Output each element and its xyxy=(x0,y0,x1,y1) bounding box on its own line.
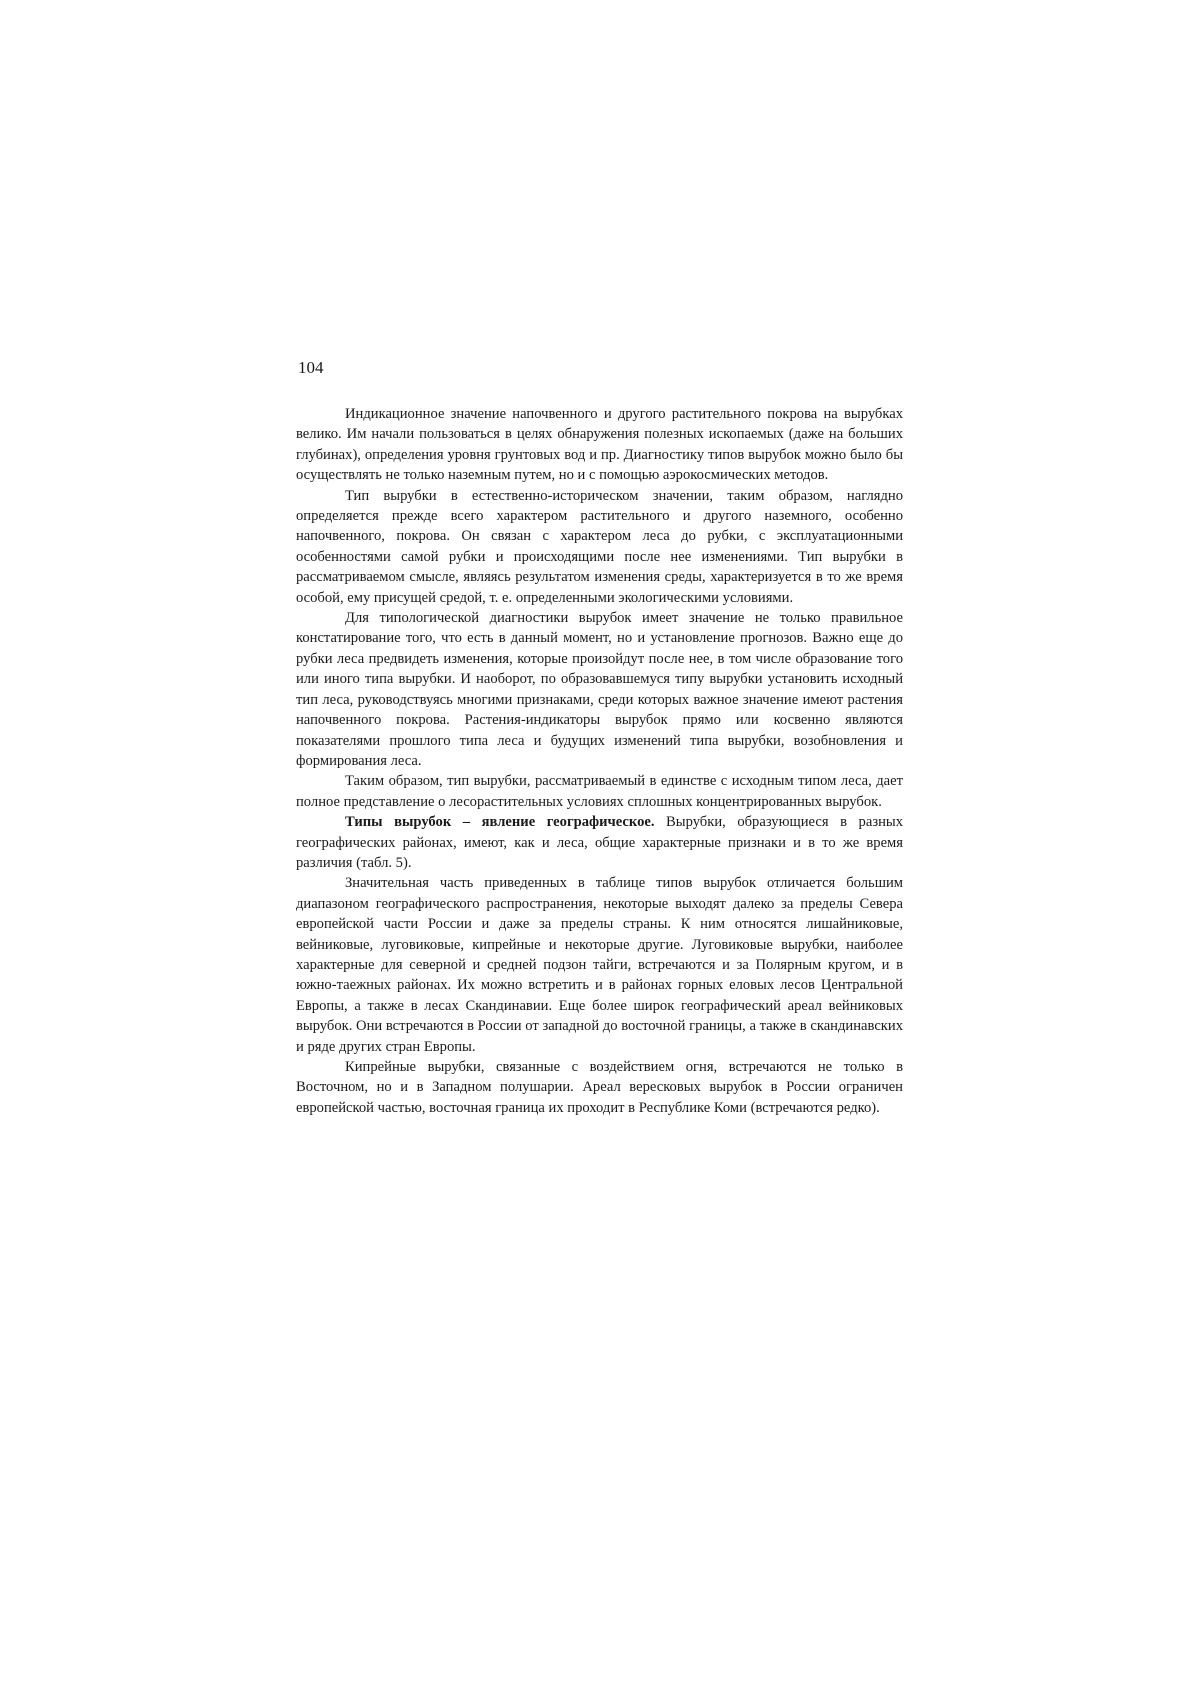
paragraph-3: Для типологической диагностики вырубок имеет значение не только правильное констатирование того, что есть в данный момент, но и установление прогнозов. Важно еще до рубки леса предвидеть изменения, которые произойдут после нее, в том числе образование того или иного типа вырубки. И наоборот, по образовавшемуся типу вырубки установить исходный тип леса, руководствуясь многими признаками, среди которых важное значение имеют растения напочвенного покрова. Растения-индикаторы вырубок прямо или косвенно являются показателями прошлого типа леса и будущих изменений типа вырубки, возобновления и формирования леса. xyxy=(296,610,903,769)
paragraph-5-text: Вырубки, образующиеся в разных географических районах, имеют, как и леса, общие характерные признаки и в то же время различия (табл. 5). xyxy=(296,814,903,871)
paragraph-2: Тип вырубки в естественно-историческом значении, таким образом, наглядно определяется прежде всего характером растительного и другого наземного, особенно напочвенного, покрова. Он связан с характером леса до рубки, с эксплуатационными особенностями самой рубки и происходящими после нее изменениями. Тип вырубки в рассматриваемом смысле, являясь результатом изменения среды, характеризуется в то же время особой, ему присущей средой, т. е. определенными экологическими условиями. xyxy=(296,487,903,606)
paragraph-7: Кипрейные вырубки, связанные с воздействием огня, встречаются не только в Восточном, но и в Западном полушарии. Ареал вересковых вырубок в России ограничен европейской частью, восточная граница их проходит в Республике Коми (встречаются редко). xyxy=(296,1059,903,1116)
paragraph-1: Индикационное значение напочвенного и другого растительного покрова на вырубках велико. Им начали пользоваться в целях обнаружения полезных ископаемых (даже на больших глубинах), определения уровня грунтовых вод и пр. Диагностику типов вырубок можно было бы осуществлять не только наземным путем, но и с помощью аэрокосмических методов. xyxy=(296,406,903,484)
section-lead-heading: Типы вырубок – явление географическое. xyxy=(345,814,655,831)
paragraph-5 xyxy=(296,812,903,873)
paragraph-4: Таким образом, тип вырубки, рассматриваемый в единстве с исходным типом леса, дает полное представление о лесорастительных условиях сплошных концентрированных вырубок. xyxy=(296,773,903,810)
body-text xyxy=(296,404,903,1118)
page-number: 104 xyxy=(298,358,324,377)
paragraph-6: Значительная часть приведенных в таблице типов вырубок отличается большим диапазоном географического распространения, некоторые выходят далеко за пределы Севера европейской части России и даже за пределы страны. К ним относятся лишайниковые, вейниковые, луговиковые, кипрейные и некоторые другие. Луговиковые вырубки, наиболее характерные для северной и средней подзон тайги, встречаются и за Полярным кругом, и в южно-таежных районах. Их можно встретить и в районах горных еловых лесов Центральной Европы, а также в лесах Скандинавии. Еще более широк географический ареал вейниковых вырубок. Они встречаются в России от западной до восточной границы, а также в скандинавских и ряде других стран Европы. xyxy=(296,875,903,1055)
